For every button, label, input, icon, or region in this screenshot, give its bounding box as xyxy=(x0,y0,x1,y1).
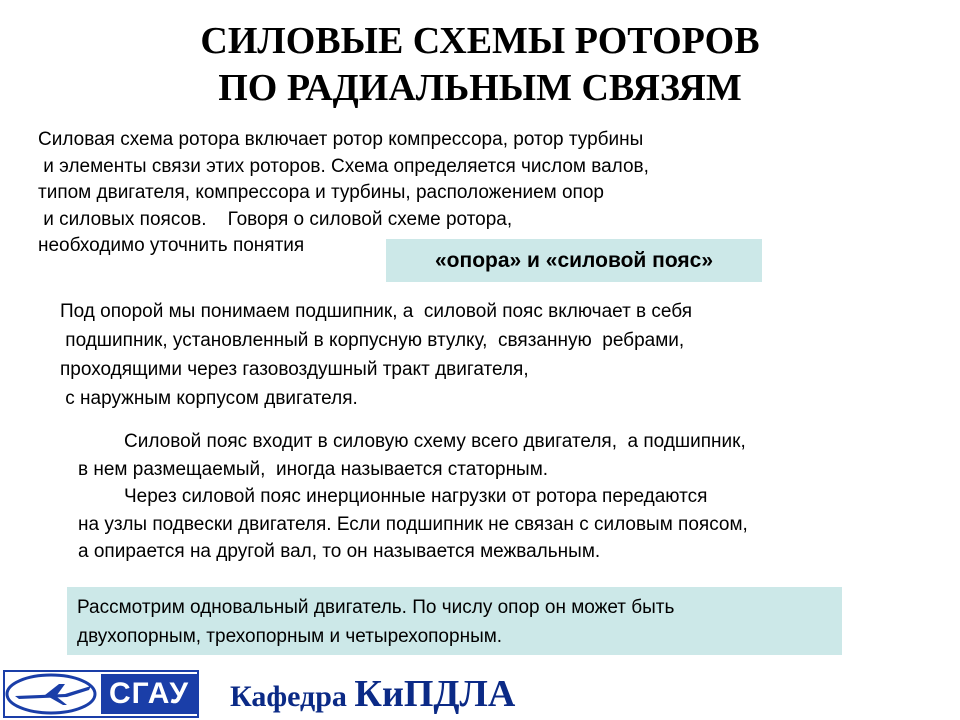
university-logo xyxy=(3,670,199,718)
text-line: а опирается на другой вал, то он называется межвальным. xyxy=(78,541,601,562)
text-line: на узлы подвески двигателя. Если подшипник не связан с силовым поясом, xyxy=(78,513,748,535)
logo-text: СГАУ xyxy=(101,674,197,714)
text-line: Силовая схема ротора включает ротор компрессора, ротор турбины xyxy=(38,129,644,150)
text-line: Под опорой мы понимаем подшипник, а силовой пояс включает в себя xyxy=(60,301,693,322)
department-name xyxy=(230,672,515,716)
department-title: КиПДЛА xyxy=(354,673,516,715)
text-line: двухопорным, трехопорным и четырехопорным. xyxy=(77,626,503,647)
text-line: Рассмотрим одновальный двигатель. По числу опор он может быть xyxy=(77,597,675,618)
text-line: с наружным корпусом двигателя. xyxy=(60,388,358,409)
page-title xyxy=(0,18,960,112)
title-line-2: ПО РАДИАЛЬНЫМ СВЯЗЯМ xyxy=(218,67,742,109)
text-line: подшипник, установленный в корпусную втулку, связанную ребрами, xyxy=(60,330,685,351)
bearing-definition-paragraph xyxy=(60,297,692,413)
text-line: и силовых поясов. Говоря о силовой схеме ротора, xyxy=(38,208,513,230)
single-shaft-engine-box xyxy=(67,587,842,655)
text-line: необходимо уточнить понятия xyxy=(38,235,305,256)
text-line: проходящими через газовоздушный тракт двигателя, xyxy=(60,359,529,380)
airplane-emblem-icon xyxy=(5,672,97,716)
text-line: Через силовой пояс инерционные нагрузки от ротора передаются xyxy=(124,486,708,507)
department-prefix: Кафедра xyxy=(230,680,355,713)
power-belt-paragraph xyxy=(78,428,748,566)
text-line: типом двигателя, компрессора и турбины, расположением опор xyxy=(38,182,604,203)
title-line-1: СИЛОВЫЕ СХЕМЫ РОТОРОВ xyxy=(200,20,760,62)
text-line: в нем размещаемый, иногда называется статорным. xyxy=(78,458,549,480)
text-line: и элементы связи этих роторов. Схема определяется числом валов, xyxy=(38,155,649,177)
concepts-highlight: «опора» и «силовой пояс» xyxy=(386,239,762,282)
text-line: Силовой пояс входит в силовую схему всего двигателя, а подшипник, xyxy=(124,431,746,452)
